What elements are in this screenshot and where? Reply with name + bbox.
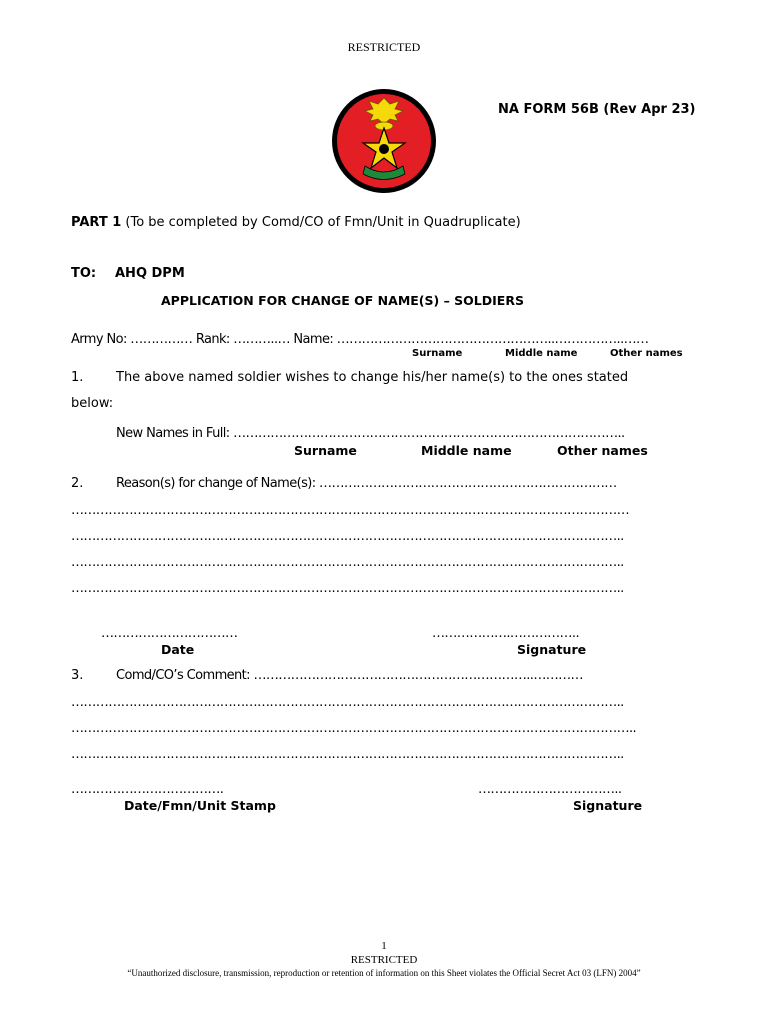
reasons-line[interactable]: ……………………………………………………………………………………………………………………… xyxy=(71,503,630,518)
part1-heading xyxy=(71,215,521,230)
form-title: APPLICATION FOR CHANGE OF NAME(S) – SOLDIERS xyxy=(161,293,524,308)
part1-instruction: (To be completed by Comd/CO of Fmn/Unit in Quadruplicate) xyxy=(125,215,521,230)
footer-classification: RESTRICTED xyxy=(350,954,418,966)
section1-number: 1. xyxy=(71,370,84,385)
identity-middle-label: Middle name xyxy=(505,348,578,359)
section3-number: 3. xyxy=(71,668,84,683)
page-number: 1 xyxy=(381,940,387,952)
stamp-label: Date/Fmn/Unit Stamp xyxy=(124,798,276,813)
comment-line[interactable]: …………………………………………………………………………………………………………………….. xyxy=(71,695,624,710)
new-other-label: Other names xyxy=(557,443,648,458)
header-classification: RESTRICTED xyxy=(347,40,421,54)
section1-text-cont: below: xyxy=(71,396,114,411)
comment-line[interactable]: Comd/CO’s Comment: …………………………………………………………..………… xyxy=(116,668,583,683)
comd-signature-label: Signature xyxy=(573,798,643,813)
signature-field[interactable]: ……………….…………….. xyxy=(432,626,579,641)
comd-signature-field[interactable]: …………………………….. xyxy=(478,782,622,797)
to-value: AHQ DPM xyxy=(115,266,185,281)
to-label: TO: xyxy=(71,266,97,281)
new-surname-label: Surname xyxy=(294,443,357,458)
reasons-line[interactable]: …………………………………………………………………………………………………………………….. xyxy=(71,555,624,570)
date-field[interactable]: …………………………… xyxy=(101,626,238,641)
footer-notice: “Unauthorized disclosure, transmission, reproduction or retention of information on this Sheet violates the Official Secret Act 03 (LFN) 2004” xyxy=(127,968,641,978)
identity-line[interactable]: Army No: …………… Rank: ………..… Name: ……………………………………………..……………..…… xyxy=(71,332,649,347)
reasons-line[interactable]: …………………………………………………………………………………………………………………….. xyxy=(71,581,624,596)
nigerian-army-crest-icon xyxy=(331,88,437,194)
comment-line[interactable]: ……………………………………………………………………………………………………………………….. xyxy=(71,721,637,736)
new-middle-label: Middle name xyxy=(421,443,512,458)
identity-surname-label: Surname xyxy=(412,348,463,359)
comment-line[interactable]: …………………………………………………………………………………………………………………….. xyxy=(71,747,624,762)
stamp-field[interactable]: ………………………………. xyxy=(71,782,224,797)
part1-label: PART 1 xyxy=(71,215,122,230)
identity-other-label: Other names xyxy=(610,348,683,359)
reasons-line[interactable]: …………………………………………………………………………………………………………………….. xyxy=(71,529,624,544)
date-label: Date xyxy=(161,642,195,657)
reasons-line[interactable]: Reason(s) for change of Name(s): ……………………………………………………………… xyxy=(116,476,617,491)
signature-label: Signature xyxy=(517,642,587,657)
section2-number: 2. xyxy=(71,476,84,491)
section1-text: The above named soldier wishes to change his/her name(s) to the ones stated xyxy=(116,370,629,385)
form-id: NA FORM 56B (Rev Apr 23) xyxy=(498,102,696,117)
new-names-line[interactable]: New Names in Full: ………………………………………………………………………………….. xyxy=(116,426,625,441)
